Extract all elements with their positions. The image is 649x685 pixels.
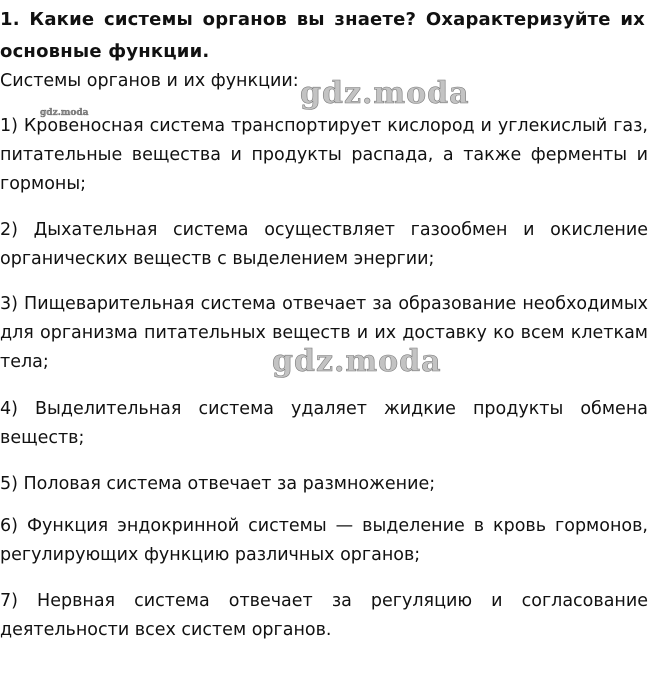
answer-item-5: 5) Половая система отвечает за размножение; [0,474,436,494]
answer-item-4: 4) Выделительная система удаляет жидкие продукты обмена веществ; [0,399,648,448]
intro-text: Системы органов и их функции: [0,71,299,91]
answer-item-2: 2) Дыхательная система осуществляет газообмен и окисление органических веществ с выделением энергии; [0,220,648,269]
answer-item-1: 1) Кровеносная система транспортирует кислород и углекислый газ, питательные вещества и продукты распада, а также ферменты и гормоны; [0,116,648,194]
answer-item-3: 3) Пищеварительная система отвечает за образование необходимых для организма питательных веществ и их доставку ко всем клеткам тела; [0,294,648,372]
watermark-logo: gdz.moda [300,76,470,111]
watermark-logo-small: gdz.moda [40,108,89,118]
watermark-logo: gdz.moda [272,344,442,379]
answer-item-7: 7) Нервная система отвечает за регуляцию и согласование деятельности всех систем органов. [0,591,648,640]
answer-item-6: 6) Функция эндокринной системы — выделение в кровь гормонов, регулирующих функцию различных органов; [0,516,648,565]
question-heading: 1. Какие системы органов вы знаете? Охарактеризуйте их основные функции. [0,9,645,62]
